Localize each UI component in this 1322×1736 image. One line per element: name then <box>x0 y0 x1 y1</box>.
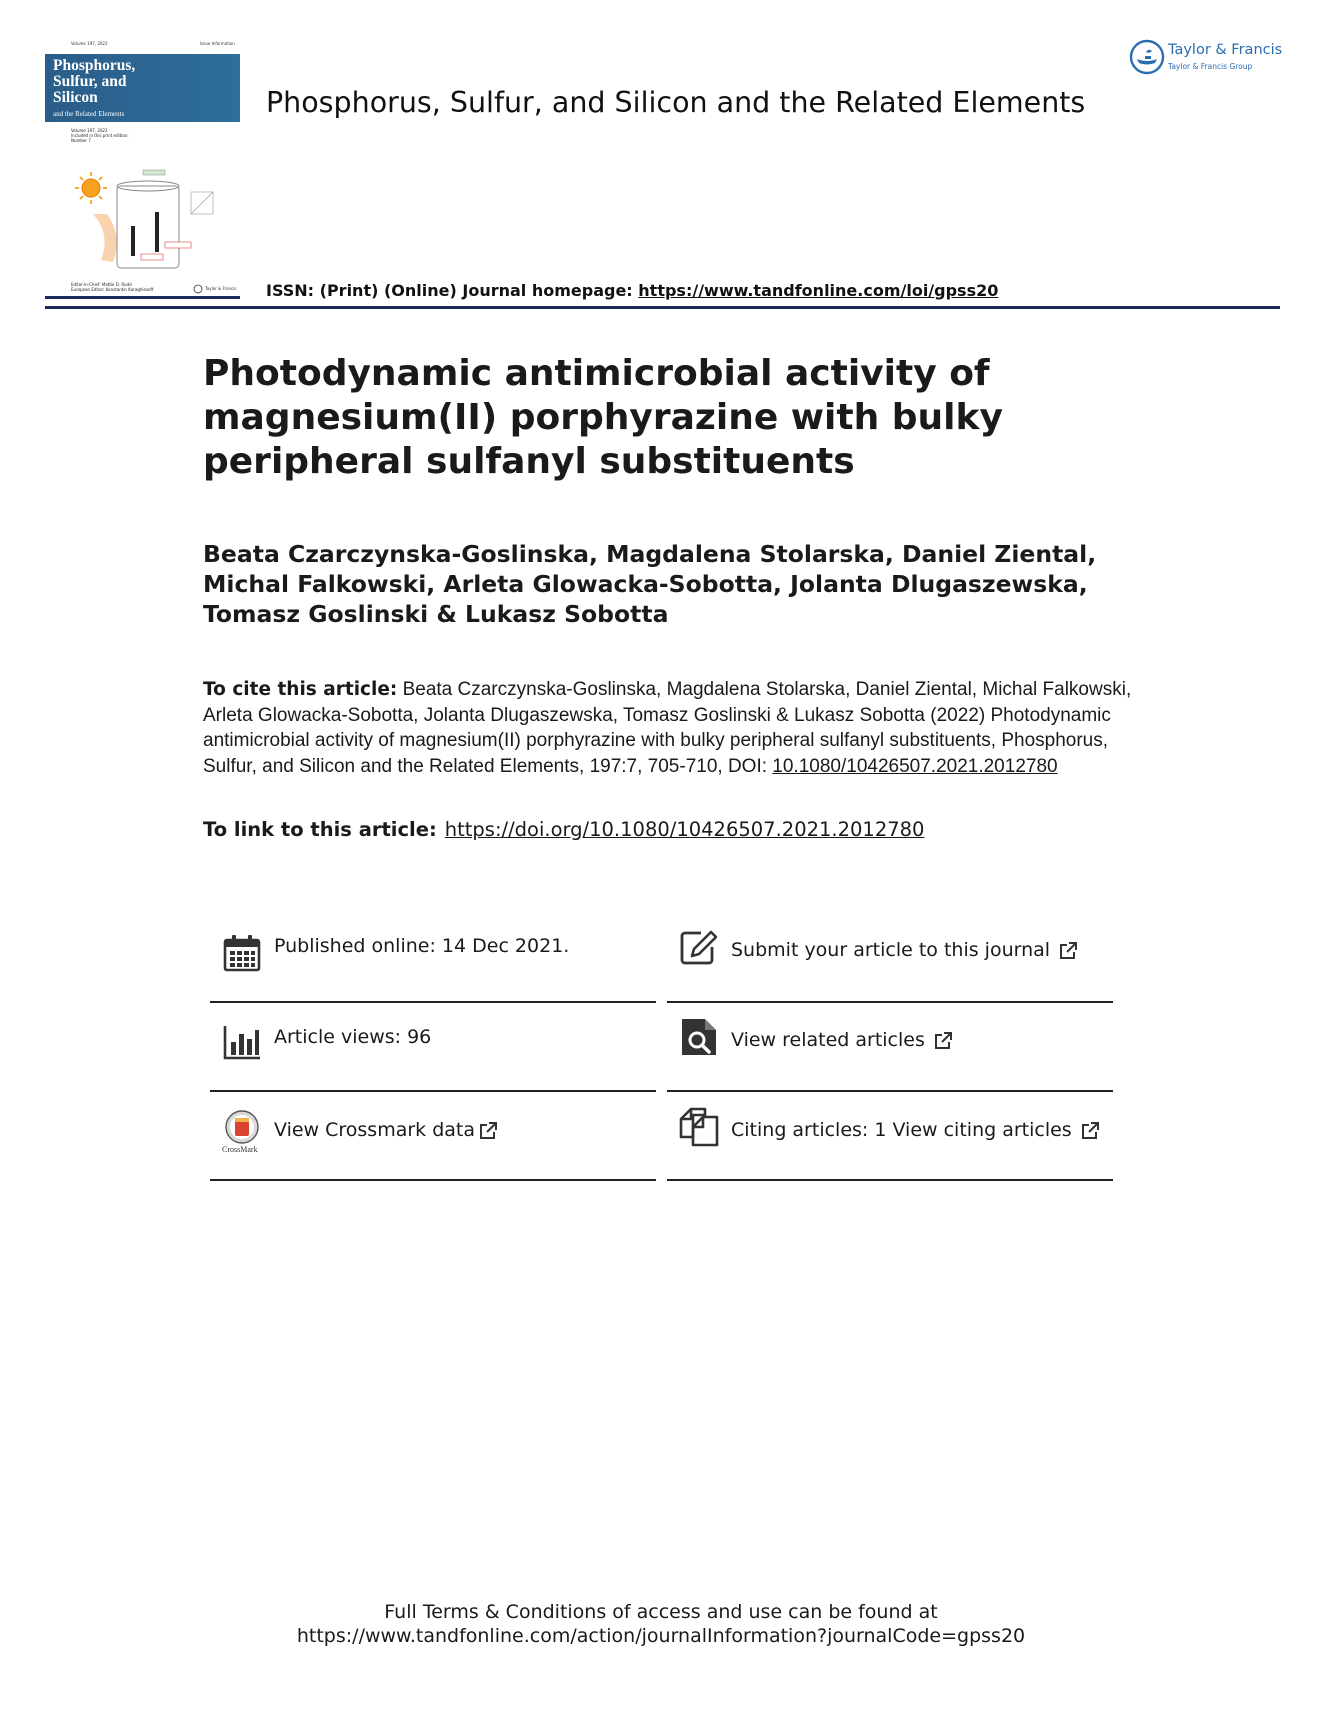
article-views-label: Article views: 96 <box>274 1026 432 1048</box>
article-link-line <box>203 818 924 841</box>
cover-editors: Editor-in-Chief: Mattie D. Rudd European Editor: Konstantin Karaghiosoff <box>71 282 154 292</box>
published-online-cell <box>210 923 656 1003</box>
article-title: Photodynamic antimicrobial activity of magnesium(II) porphyrazine with bulky peripheral sulfanyl substituents <box>203 353 1003 482</box>
footer <box>0 1600 1322 1648</box>
cover-title: Phosphorus, Sulfur, and Silicon <box>53 57 136 106</box>
cover-volume: Volume 197, 2022 <box>71 41 108 46</box>
journal-title: Phosphorus, Sulfur, and Silicon and the Related Elements <box>266 86 1086 119</box>
citing-articles-cell[interactable] <box>667 1101 1113 1181</box>
crossmark-logo-text: CrossMark <box>222 1145 258 1154</box>
cell-divider <box>667 1179 1113 1181</box>
citing-articles-link[interactable] <box>731 1119 1100 1141</box>
article-views-cell <box>210 1012 656 1092</box>
cover-publisher-mark: Taylor & Francis <box>205 286 237 291</box>
external-link-icon <box>1058 941 1078 961</box>
citation-label: To cite this article: <box>203 679 398 700</box>
citation-block <box>203 677 1133 779</box>
publisher-group: Taylor & Francis Group <box>1168 62 1253 71</box>
calendar-icon <box>222 933 262 973</box>
article-doi-link[interactable]: https://doi.org/10.1080/10426507.2021.2012780 <box>444 818 925 841</box>
crossmark-label: View Crossmark data <box>274 1119 476 1141</box>
submit-article-link[interactable] <box>731 939 1078 961</box>
crossmark-link[interactable] <box>274 1119 498 1141</box>
cell-divider <box>667 1090 1113 1092</box>
issn-line <box>266 281 998 300</box>
issn-label: ISSN: (Print) (Online) Journal homepage: <box>266 281 639 300</box>
citation-doi-link[interactable]: 10.1080/10426507.2021.2012780 <box>772 755 1058 777</box>
publisher-name: Taylor & Francis <box>1168 42 1283 58</box>
citing-articles-label: Citing articles: 1 View citing articles <box>731 1119 1072 1141</box>
footer-terms-link[interactable]: https://www.tandfonline.com/action/journalInformation?journalCode=gpss20 <box>296 1625 1026 1647</box>
article-authors: Beata Czarczynska-Goslinska, Magdalena Stolarska, Daniel Ziental, Michal Falkowski, Arleta Glowacka-Sobotta, Jolanta Dlugaszewska, Tomasz Goslinski & Lukasz Sobotta <box>203 540 1097 628</box>
cell-divider <box>210 1090 656 1092</box>
cell-divider <box>667 1001 1113 1003</box>
bar-chart-icon <box>222 1022 262 1062</box>
cover-illustration <box>71 164 239 276</box>
cover-strip <box>45 38 240 52</box>
crossmark-icon <box>222 1109 262 1149</box>
publisher-logo[interactable] <box>1128 38 1288 78</box>
taylor-francis-lamp-icon <box>1128 38 1166 76</box>
copy-icon <box>679 1107 719 1147</box>
related-articles-link[interactable] <box>731 1029 953 1051</box>
cover-issue: Issue Information <box>200 41 235 46</box>
related-articles-label: View related articles <box>731 1029 925 1051</box>
related-articles-cell[interactable] <box>667 1012 1113 1092</box>
journal-homepage-link[interactable]: https://www.tandfonline.com/loi/gpss20 <box>638 281 999 300</box>
journal-cover <box>45 38 240 300</box>
cover-edition-info: Volume 197, 2022 Included in this print edition: Number 7 <box>71 128 129 143</box>
header-rule <box>45 306 1280 309</box>
citation-text: Beata Czarczynska-Goslinska, Magdalena Stolarska, Daniel Ziental, Michal Falkowski, Arleta Glowacka-Sobotta, Jolanta Dlugaszewska, Tomasz Goslinski & Lukasz Sobotta (2022) Photodynamic antimicrobial activity of magnesium(II) porphyrazine with bulky peripheral sulfanyl substituents, Phosphorus, Sulfur, and Silicon and the Related Elements, 197:7, 705-710, DOI: <box>203 679 1132 777</box>
external-link-icon <box>933 1031 953 1051</box>
edit-icon <box>679 927 719 967</box>
cover-bottom-rule <box>45 296 240 299</box>
submit-article-cell[interactable] <box>667 923 1113 1003</box>
external-link-icon <box>1080 1121 1100 1141</box>
search-document-icon <box>679 1017 719 1057</box>
external-link-icon <box>478 1121 498 1141</box>
cover-subtitle: and the Related Elements <box>53 110 125 118</box>
cell-divider <box>210 1001 656 1003</box>
submit-article-label: Submit your article to this journal <box>731 939 1051 961</box>
footer-terms-text: Full Terms & Conditions of access and use can be found at <box>384 1601 938 1623</box>
article-link-label: To link to this article: <box>203 818 437 841</box>
published-online-label: Published online: 14 Dec 2021. <box>274 935 570 957</box>
cover-title-band <box>45 54 240 122</box>
crossmark-cell[interactable] <box>210 1101 656 1181</box>
cell-divider <box>210 1179 656 1181</box>
